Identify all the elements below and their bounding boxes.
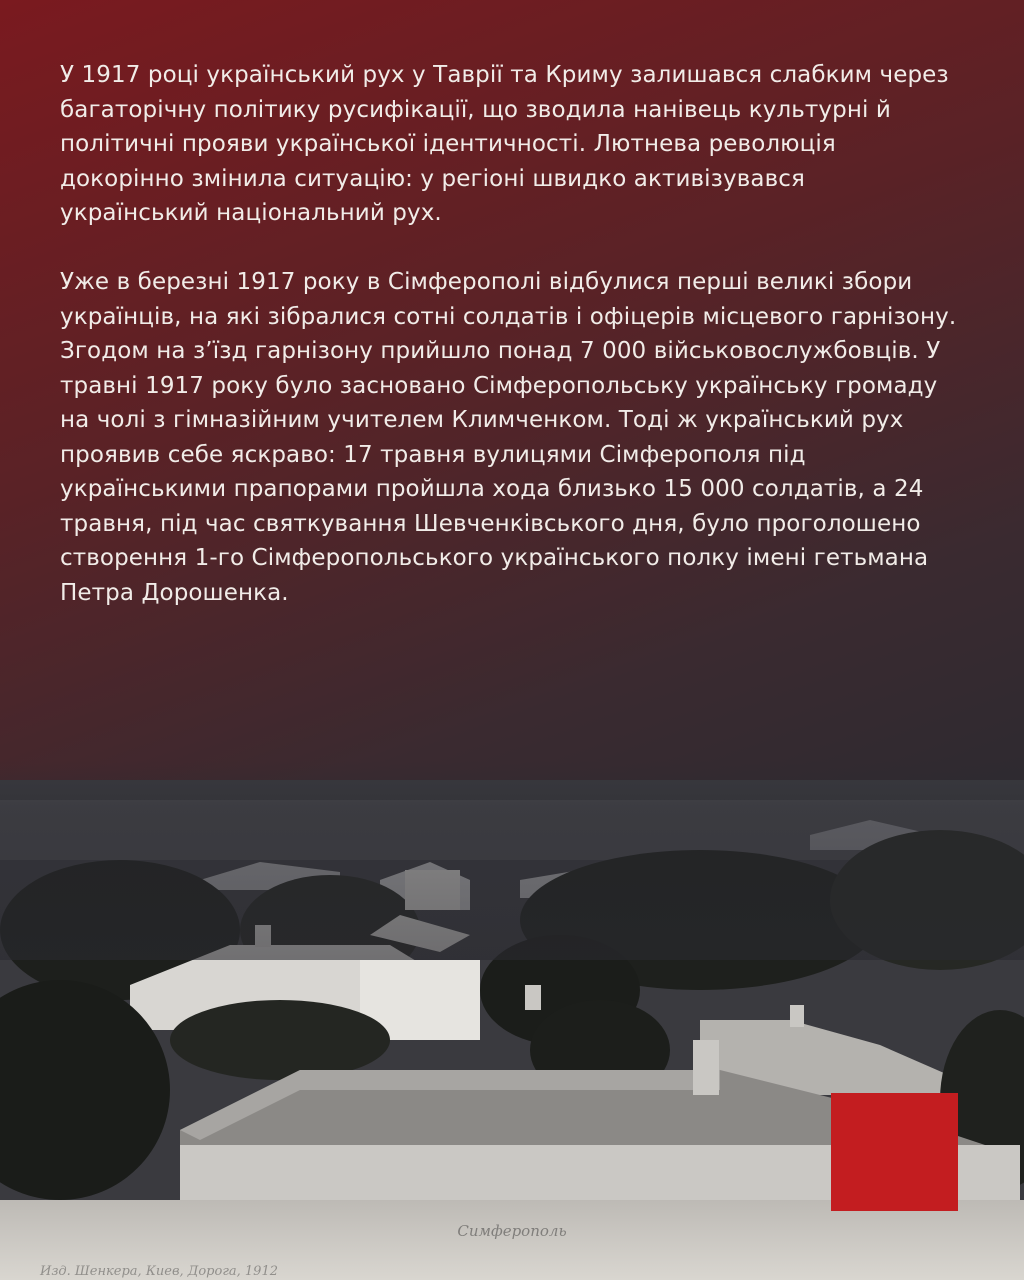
photo-caption: Симферополь	[457, 1222, 567, 1240]
article-text	[60, 58, 960, 610]
paragraph-1: У 1917 році український рух у Таврії та Криму залишався слабким через багаторічну політику русифікації, що зводила нанівець культурні й політичні прояви української ідентичності. Лютнева революція докорінно змінила ситуацію: у регіоні швидко активізувався український національний рух.	[60, 62, 949, 226]
paragraph-2: Уже в березні 1917 року в Сімферополі відбулися перші великі збори українців, на які зібралися сотні солдатів і офіцерів місцевого гарнізону. Згодом на з’їзд гарнізону прийшло понад 7 000 військовослужбовців. У травні 1917 року було засновано Сімферопольську українську громаду на чолі з гімназійним учителем Климченком. Тоді ж український рух проявив себе яскраво: 17 травня вулицями Сімферополя під українськими прапорами пройшла хода близько 15 000 солдатів, а 24 травня, під час святкування Шевченківського дня, було проголошено створення 1-го Сімферопольського українського полку імені гетьмана Петра Дорошенка.	[60, 269, 957, 606]
red-accent-square	[831, 1093, 958, 1211]
photo-publisher: Изд. Шенкера, Киев, Дорога, 1912	[40, 1264, 278, 1279]
